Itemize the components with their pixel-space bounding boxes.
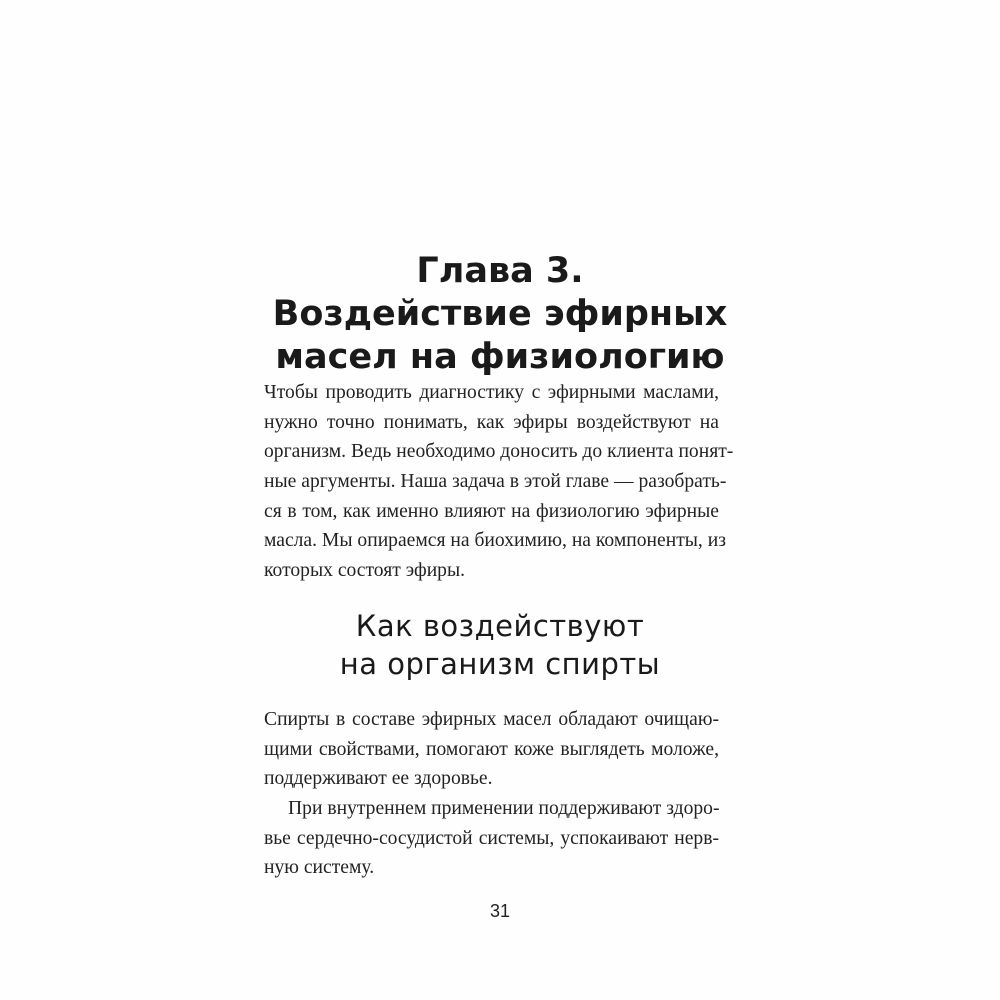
text-line: Спирты в составе эфирных масел обладают очищаю- (264, 709, 719, 730)
text-line: вье сердечно-сосудистой системы, успокаивают нерв- (264, 827, 719, 849)
chapter-title-line: Воздействие эфирных (272, 294, 728, 334)
text-line: поддерживают ее здоровье. (264, 768, 493, 790)
section-body (264, 705, 719, 883)
text-line: ные аргументы. Наша задача в этой главе — разобрать- (264, 471, 727, 493)
text-line: ся в том, как именно влияют на физиологию эфирные (264, 500, 719, 522)
chapter-title (200, 250, 800, 379)
chapter-title-line: Глава 3. (416, 251, 584, 291)
text-line: При внутреннем применении поддерживают здоро- (288, 798, 720, 820)
section-heading (200, 607, 800, 683)
text-line: ную систему. (264, 857, 375, 879)
section-heading-line: на организм спирты (339, 647, 661, 681)
text-line: масла. Мы опираемся на биохимию, на компоненты, из (264, 530, 726, 552)
page-number: 31 (489, 901, 511, 921)
chapter-title-line: масел на физиологию (275, 337, 725, 377)
text-line: которых состоят эфиры. (264, 560, 466, 582)
section-heading-line: Как воздействуют (355, 609, 645, 643)
text-line: нужно точно понимать, как эфиры воздействуют на (264, 411, 719, 433)
text-line: организм. Ведь необходимо доносить до клиента понят- (264, 441, 734, 463)
text-line: щими свойствами, помогают коже выглядеть моложе, (264, 738, 719, 760)
intro-paragraph (264, 378, 734, 586)
text-line: Чтобы проводить диагностику с эфирными маслами, (264, 382, 719, 403)
